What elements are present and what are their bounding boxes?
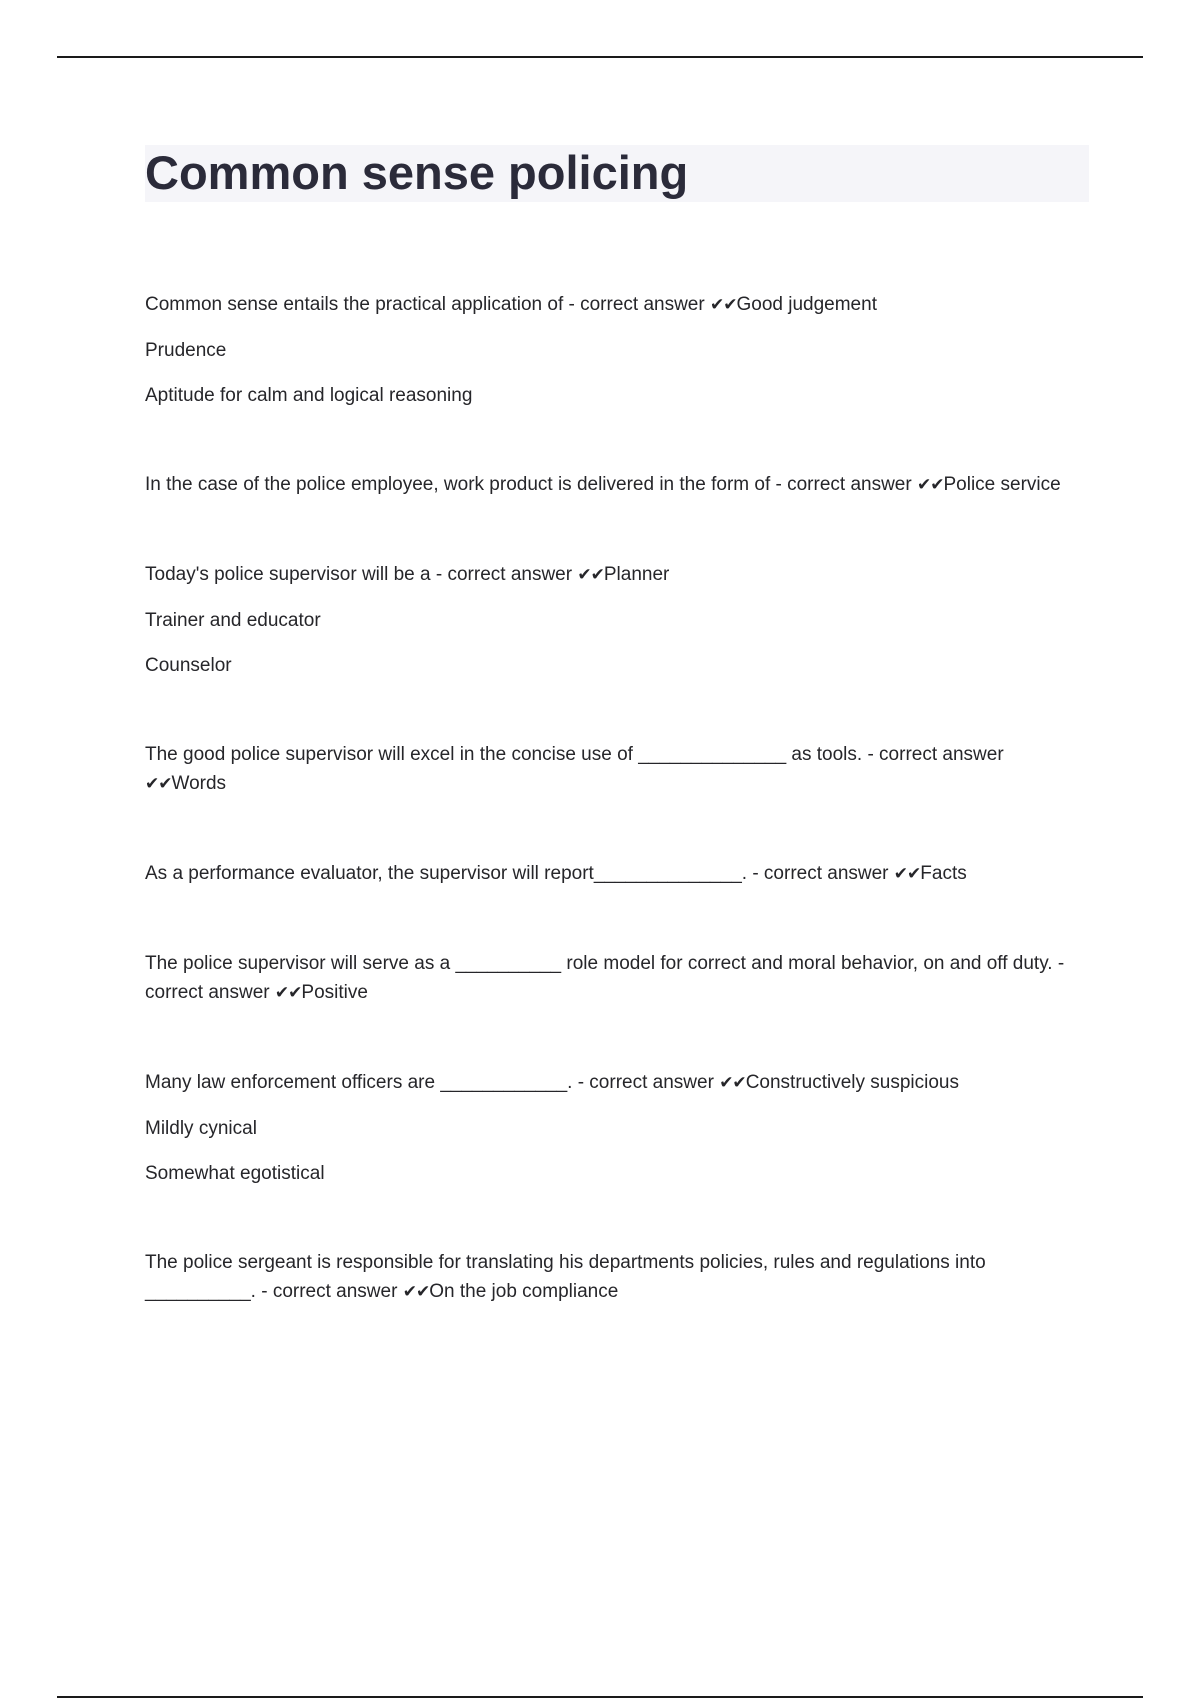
qa-list bbox=[145, 290, 1075, 1367]
answer-text: Positive bbox=[301, 982, 368, 1003]
bottom-rule bbox=[57, 1696, 1143, 1698]
question-text: Common sense entails the practical application of - correct answer bbox=[145, 294, 705, 315]
qa-item bbox=[145, 949, 1075, 1008]
page-title: Common sense policing bbox=[145, 146, 689, 199]
qa-item bbox=[145, 859, 1075, 889]
check-marks-icon: ✔✔ bbox=[274, 983, 302, 1003]
qa-question-line bbox=[145, 740, 1075, 799]
question-text: Today's police supervisor will be a - correct answer bbox=[145, 564, 573, 585]
qa-question-line bbox=[145, 1068, 1075, 1098]
answer-extra-line: Trainer and educator bbox=[145, 610, 321, 631]
check-marks-icon: ✔✔ bbox=[577, 565, 604, 585]
answer-extra-line: Mildly cynical bbox=[145, 1118, 257, 1139]
check-marks-icon: ✔✔ bbox=[402, 1282, 430, 1302]
answer-text: Police service bbox=[943, 474, 1061, 495]
question-text: The police supervisor will serve as a __________ role model for correct and moral behavior, on and off duty. - correct answer bbox=[145, 953, 1065, 1003]
answer-text: Facts bbox=[920, 863, 967, 884]
answer-text: Words bbox=[171, 773, 227, 794]
answer-extra-line: Counselor bbox=[145, 655, 232, 676]
answer-text: On the job compliance bbox=[429, 1281, 619, 1302]
answer-extra-line: Aptitude for calm and logical reasoning bbox=[145, 385, 473, 406]
qa-question-line bbox=[145, 1248, 1075, 1307]
qa-question-line bbox=[145, 560, 1075, 590]
qa-item bbox=[145, 1068, 1075, 1188]
question-text: In the case of the police employee, work product is delivered in the form of - correct answer bbox=[145, 474, 912, 495]
qa-item bbox=[145, 1248, 1075, 1307]
qa-item bbox=[145, 740, 1075, 799]
qa-question-line bbox=[145, 290, 1075, 320]
answer-extra-line: Somewhat egotistical bbox=[145, 1163, 325, 1184]
check-marks-icon: ✔✔ bbox=[893, 864, 921, 884]
qa-item bbox=[145, 290, 1075, 410]
answer-text: Constructively suspicious bbox=[745, 1072, 959, 1093]
qa-question-line bbox=[145, 470, 1075, 500]
check-marks-icon: ✔✔ bbox=[719, 1073, 746, 1093]
question-text: The police sergeant is responsible for translating his departments policies, rules and regulations into __________. - correct answer bbox=[145, 1252, 986, 1302]
check-marks-icon: ✔✔ bbox=[916, 475, 944, 495]
question-text: As a performance evaluator, the supervisor will report______________. - correct answer bbox=[145, 863, 889, 884]
question-text: The good police supervisor will excel in the concise use of ______________ as tools. - correct answer bbox=[145, 744, 1004, 765]
top-rule bbox=[57, 56, 1143, 58]
qa-item bbox=[145, 470, 1075, 500]
check-marks-icon: ✔✔ bbox=[709, 295, 737, 315]
answer-text: Good judgement bbox=[736, 294, 877, 315]
answer-text: Planner bbox=[603, 564, 670, 585]
answer-extra-line: Prudence bbox=[145, 340, 227, 361]
check-marks-icon: ✔✔ bbox=[145, 774, 172, 794]
question-text: Many law enforcement officers are ____________. - correct answer bbox=[145, 1072, 714, 1093]
qa-question-line bbox=[145, 949, 1075, 1008]
qa-question-line bbox=[145, 859, 1075, 889]
qa-item bbox=[145, 560, 1075, 680]
